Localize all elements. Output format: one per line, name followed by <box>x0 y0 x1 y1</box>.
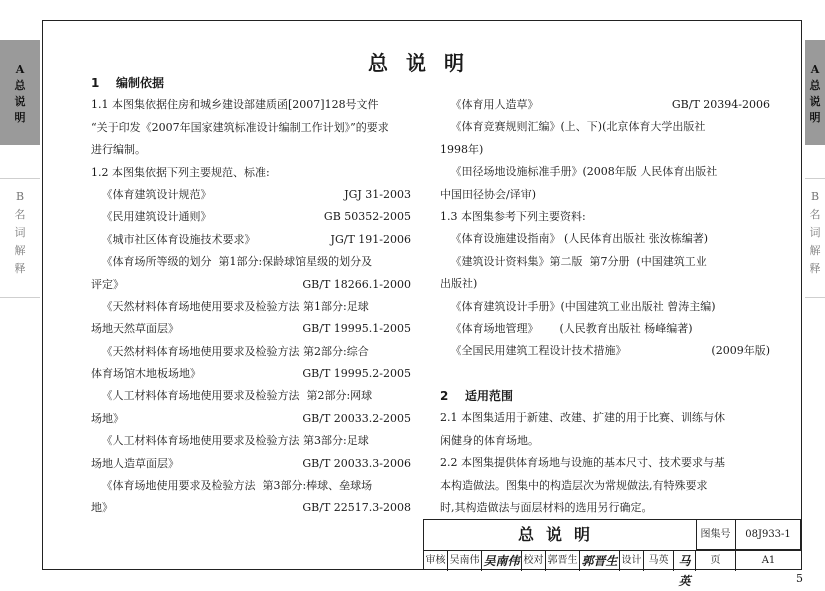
text-line <box>91 162 411 184</box>
standard-code: GB/T 20033.2-2005 <box>302 411 411 425</box>
check-label: 校对 <box>522 551 546 571</box>
line-text: 《天然材料体育场地使用要求及检验方法 第2部分:综合 <box>91 344 369 358</box>
side-tab-char: A <box>810 63 820 76</box>
text-line <box>91 206 411 228</box>
right-column <box>440 94 770 519</box>
text-line <box>91 184 411 206</box>
side-tab-char: 总 <box>809 79 821 92</box>
side-tab-char: 词 <box>809 226 821 239</box>
line-text: 出版社) <box>440 277 478 291</box>
line-text: 《建筑设计资料集》第二版 第7分册 (中国建筑工业 <box>440 254 707 268</box>
line-text: 2.1 本图集适用于新建、改建、扩建的用于比赛、训练与休 <box>440 411 725 425</box>
text-line <box>91 318 411 340</box>
line-text: 《天然材料体育场地使用要求及检验方法 第1部分:足球 <box>91 299 369 313</box>
check-signature: 郭晋生 <box>580 551 620 571</box>
line-text: 1.1 本图集依据住房和城乡建设部建质函[2007]128号文件 <box>91 98 379 112</box>
side-tab-char: 名 <box>14 208 26 221</box>
line-text: 体育场馆木地板场地》 <box>91 367 201 381</box>
line-text: 《体育设施建设指南》 (人民体育出版社 张汝栋编著) <box>440 232 709 246</box>
line-text: 《全国民用建筑工程设计技术措施》 <box>440 344 627 358</box>
text-line <box>440 497 770 519</box>
line-text: 场地人造草面层》 <box>91 456 179 470</box>
side-tab-char: B <box>15 190 25 203</box>
text-line <box>440 161 770 183</box>
text-line <box>91 430 411 452</box>
atlas-number-label: 图集号 <box>696 520 736 550</box>
line-text: 《体育场所等级的划分 第1部分:保龄球馆星级的划分及 <box>91 255 373 269</box>
side-tab-terms-right[interactable] <box>805 178 825 298</box>
text-line <box>440 228 770 250</box>
side-tab-char: 解 <box>14 244 26 257</box>
line-text: 场地天然草面层》 <box>91 322 179 336</box>
line-text: 《民用建筑设计通则》 <box>91 210 212 224</box>
line-text: 《田径场地设施标准手册》(2008年版 人民体育出版社 <box>440 165 718 179</box>
line-text: 本构造做法。图集中的构造层次为常规做法,有特殊要求 <box>440 478 708 492</box>
text-line <box>440 206 770 228</box>
text-line <box>440 296 770 318</box>
text-line <box>91 453 411 475</box>
section-heading <box>440 385 770 407</box>
standard-code: GB/T 20394-2006 <box>671 98 770 111</box>
line-text: “关于印发《2007年国家建筑标准设计编制工作计划》”的要求 <box>91 120 389 134</box>
side-tab-char: 释 <box>14 262 26 275</box>
side-tab-general-right[interactable] <box>805 40 825 145</box>
review-signature: 吴南伟 <box>482 551 522 571</box>
check-name: 郭晋生 <box>546 551 580 571</box>
text-line <box>91 408 411 430</box>
line-text: 场地》 <box>91 411 124 425</box>
standard-code: GB 50352-2005 <box>323 210 411 224</box>
side-tab-char: 词 <box>14 226 26 239</box>
text-line <box>440 139 770 161</box>
line-text: 《城市社区体育设施技术要求》 <box>91 232 256 246</box>
line-text: 《体育场地管理》 (人民教育出版社 杨峰编著) <box>440 321 693 335</box>
text-line <box>440 184 770 206</box>
signature-row <box>424 550 801 588</box>
text-line <box>440 94 770 116</box>
line-text: 《体育用人造草》 <box>440 98 539 111</box>
text-line <box>440 251 770 273</box>
text-line <box>440 452 770 474</box>
text-line <box>440 273 770 295</box>
line-text: 闲健身的体育场地。 <box>440 433 539 447</box>
section-heading <box>91 72 411 94</box>
line-text: 评定》 <box>91 277 124 291</box>
text-line <box>440 407 770 429</box>
line-text: 《体育竞赛规则汇编》(上、下)(北京体育大学出版社 <box>440 120 706 134</box>
side-tab-char: A <box>15 63 25 76</box>
text-line <box>440 340 770 362</box>
text-line <box>91 251 411 273</box>
side-tab-char: 释 <box>809 262 821 275</box>
side-tab-char: 说 <box>809 95 821 108</box>
side-tab-char: 说 <box>14 95 26 108</box>
text-line <box>91 385 411 407</box>
side-tab-char: 总 <box>14 79 26 92</box>
standard-code: GB/T 19995.1-2005 <box>302 322 411 336</box>
title-block-title: 总说明 <box>424 520 697 550</box>
standard-code: GB/T 18266.1-2000 <box>302 277 411 291</box>
page-title: 总说明 <box>368 51 482 75</box>
review-label: 审核 <box>424 551 448 571</box>
text-line <box>91 139 411 161</box>
standard-code: (2009年版) <box>711 344 770 358</box>
line-text: 《体育建筑设计规范》 <box>91 187 212 201</box>
design-signature: 马英 <box>674 551 696 571</box>
text-line <box>440 363 770 385</box>
line-text: 《体育场地使用要求及检验方法 第3部分:棒球、垒球场 <box>91 479 373 493</box>
line-text: 进行编制。 <box>91 143 146 157</box>
side-tab-terms-left[interactable] <box>0 178 40 298</box>
text-line <box>91 94 411 116</box>
left-column <box>91 72 411 520</box>
line-text: 1998年) <box>440 142 484 156</box>
line-text: 2 适用范围 <box>440 389 514 404</box>
side-tab-general-left[interactable] <box>0 40 40 145</box>
standard-code: GB/T 22517.3-2008 <box>302 501 411 515</box>
line-text: 时,其构造做法与面层材料的选用另行确定。 <box>440 501 653 515</box>
title-block <box>423 519 802 588</box>
page-label: 页 <box>696 551 736 571</box>
line-text: 1.3 本图集参考下列主要资料: <box>440 209 586 223</box>
text-line <box>440 318 770 340</box>
text-line <box>91 341 411 363</box>
line-text: 《人工材料体育场地使用要求及检验方法 第2部分:网球 <box>91 389 373 403</box>
text-line <box>440 430 770 452</box>
line-text: 1.2 本图集依据下列主要规范、标准: <box>91 165 270 179</box>
text-line <box>91 117 411 139</box>
standard-code: GB/T 20033.3-2006 <box>302 456 411 470</box>
side-tab-char: 解 <box>809 244 821 257</box>
line-text: 2.2 本图集提供体育场地与设施的基本尺寸、技术要求与基 <box>440 456 725 470</box>
side-tab-char: B <box>810 190 820 203</box>
line-text: 地》 <box>91 501 113 515</box>
side-tab-char: 名 <box>809 208 821 221</box>
side-tab-char: 明 <box>809 111 821 124</box>
atlas-number: 08J933-1 <box>736 520 801 550</box>
text-line <box>91 274 411 296</box>
text-line <box>91 296 411 318</box>
standard-code: GB/T 19995.2-2005 <box>302 367 411 381</box>
line-text: 1 编制依据 <box>91 76 165 90</box>
text-line <box>440 475 770 497</box>
line-text: 中国田径协会/译审) <box>440 187 536 201</box>
standard-code: JGJ 31-2003 <box>344 187 411 201</box>
line-text: 《体育建筑设计手册》(中国建筑工业出版社 曾涛主编) <box>440 299 716 313</box>
review-name: 吴南伟 <box>448 551 482 571</box>
page-code: A1 <box>761 555 776 566</box>
page-number: 5 <box>796 572 803 585</box>
line-text: 《人工材料体育场地使用要求及检验方法 第3部分:足球 <box>91 434 369 448</box>
design-name: 马英 <box>644 551 674 571</box>
text-line <box>91 475 411 497</box>
text-line <box>91 229 411 251</box>
text-line <box>91 363 411 385</box>
side-tab-char: 明 <box>14 111 26 124</box>
design-label: 设计 <box>620 551 644 571</box>
standard-code: JG/T 191-2006 <box>330 232 411 246</box>
text-line <box>91 497 411 519</box>
text-line <box>440 116 770 138</box>
